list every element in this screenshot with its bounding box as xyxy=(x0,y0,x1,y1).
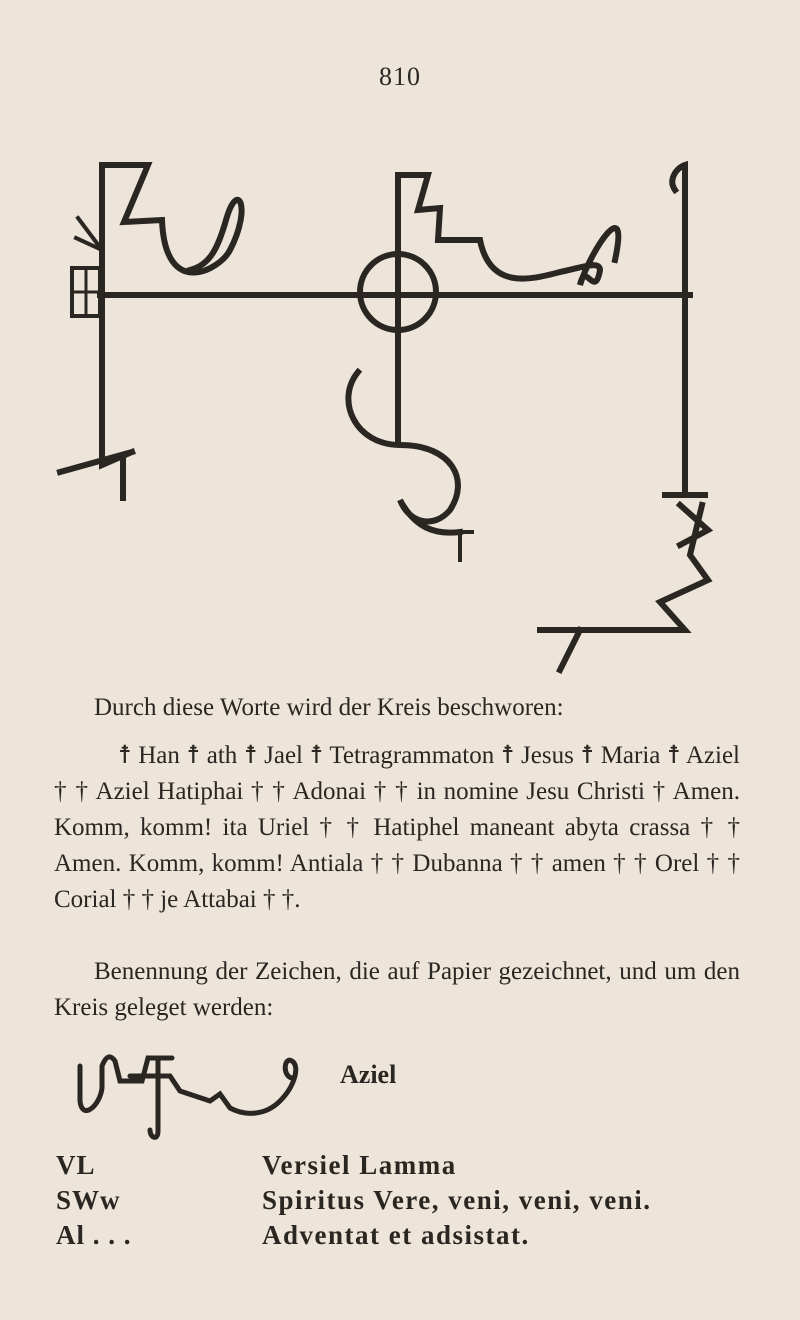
seal-right-post xyxy=(672,165,685,295)
seal-left-hook xyxy=(102,165,242,300)
abbreviation-table xyxy=(56,1148,746,1253)
magic-seal-diagram xyxy=(40,140,730,680)
seal-right-stem xyxy=(665,295,705,495)
abbreviation: Al . . . xyxy=(56,1220,132,1250)
naming-paragraph: Benennung der Zeichen, die auf Papier gezeichnet, und um den Kreis geleget werden: xyxy=(54,958,740,1021)
seal-lower-cross xyxy=(448,532,472,560)
table-row xyxy=(56,1218,746,1253)
seal-lower-curl xyxy=(348,372,460,533)
seal-left-arrow xyxy=(76,218,102,250)
abbreviation: SWw xyxy=(56,1185,121,1215)
page-number: 810 xyxy=(379,62,421,91)
table-row xyxy=(56,1183,746,1218)
abbreviation: VL xyxy=(56,1150,96,1180)
table-row xyxy=(56,1148,746,1183)
meaning: Adventat et adsistat. xyxy=(262,1220,530,1250)
intro-line: Durch diese Worte wird der Kreis beschworen: xyxy=(94,694,564,721)
meaning: Spiritus Vere, veni, veni, veni. xyxy=(262,1185,652,1215)
aziel-sigil xyxy=(70,1046,320,1146)
seal-right-zigzag xyxy=(540,505,708,670)
litany-paragraph: ☨ Han ☨ ath ☨ Jael ☨ Tetragrammaton ☨ Jesus ☨ Maria ☨ Aziel † † Aziel Hatiphai † † Adonai † † in nomine Jesu Christi † Amen. Komm, komm! ita Uriel † † Hatiphel maneant abyta crassa † † Amen. Komm, komm! Antiala † † Dubanna † † amen † † Orel † † Corial † † je Attabai † †. xyxy=(54,742,740,913)
meaning: Versiel Lamma xyxy=(262,1150,457,1180)
aziel-label: Aziel xyxy=(340,1060,397,1089)
